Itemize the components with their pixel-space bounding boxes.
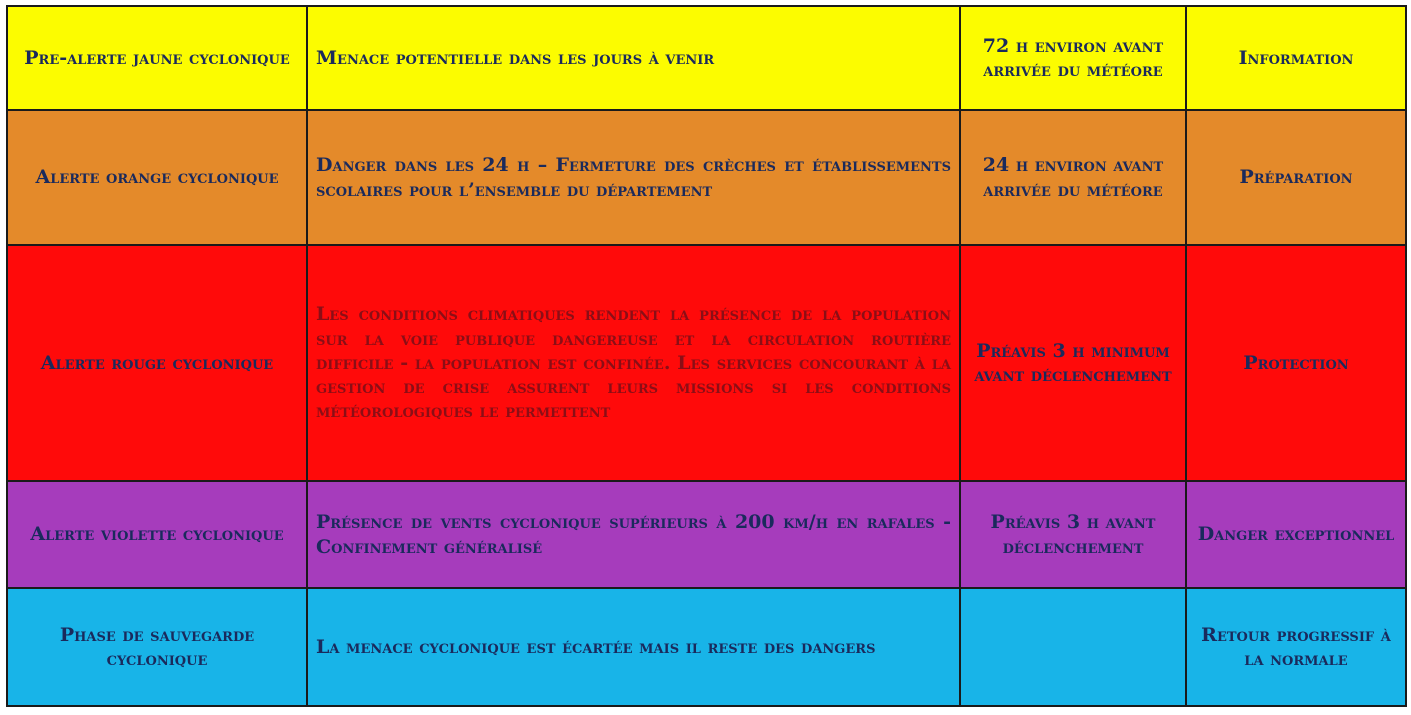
delay-cell: Préavis 3 h avant déclenchement [960,481,1186,588]
cyclone-alert-table [6,5,1407,707]
table-row-blue-safeguard [7,588,1406,706]
phase-cell: Alerte orange cyclonique [7,110,307,245]
delay-cell: 24 h environ avant arrivée du météore [960,110,1186,245]
action-cell: Information [1186,6,1406,110]
description-cell: Menace potentielle dans les jours à venir [307,6,960,110]
delay-cell: 72 h environ avant arrivée du météore [960,6,1186,110]
action-cell: Protection [1186,245,1406,481]
phase-cell: Phase de sauvegarde cyclonique [7,588,307,706]
table-row-orange-alert [7,110,1406,245]
phase-cell: Alerte rouge cyclonique [7,245,307,481]
description-cell: Les conditions climatiques rendent la présence de la population sur la voie publique dangereuse et la circulation routière difficile - la population est confinée. Les services concourant à la gestion de crise assurent leurs missions si les conditions météorologiques le permettent [307,245,960,481]
action-cell: Retour progressif à la normale [1186,588,1406,706]
table-row-yellow-prealert [7,6,1406,110]
delay-cell [960,588,1186,706]
action-cell: Préparation [1186,110,1406,245]
description-cell: Danger dans les 24 h – Fermeture des crèches et établissements scolaires pour l’ensemble du département [307,110,960,245]
table-row-red-alert [7,245,1406,481]
description-cell: La menace cyclonique est écartée mais il reste des dangers [307,588,960,706]
delay-cell: Préavis 3 h minimum avant déclenchement [960,245,1186,481]
description-cell: Présence de vents cyclonique supérieurs à 200 km/h en rafales - Confinement généralisé [307,481,960,588]
table-row-purple-alert [7,481,1406,588]
phase-cell: Pre-alerte jaune cyclonique [7,6,307,110]
action-cell: Danger exceptionnel [1186,481,1406,588]
phase-cell: Alerte violette cyclonique [7,481,307,588]
